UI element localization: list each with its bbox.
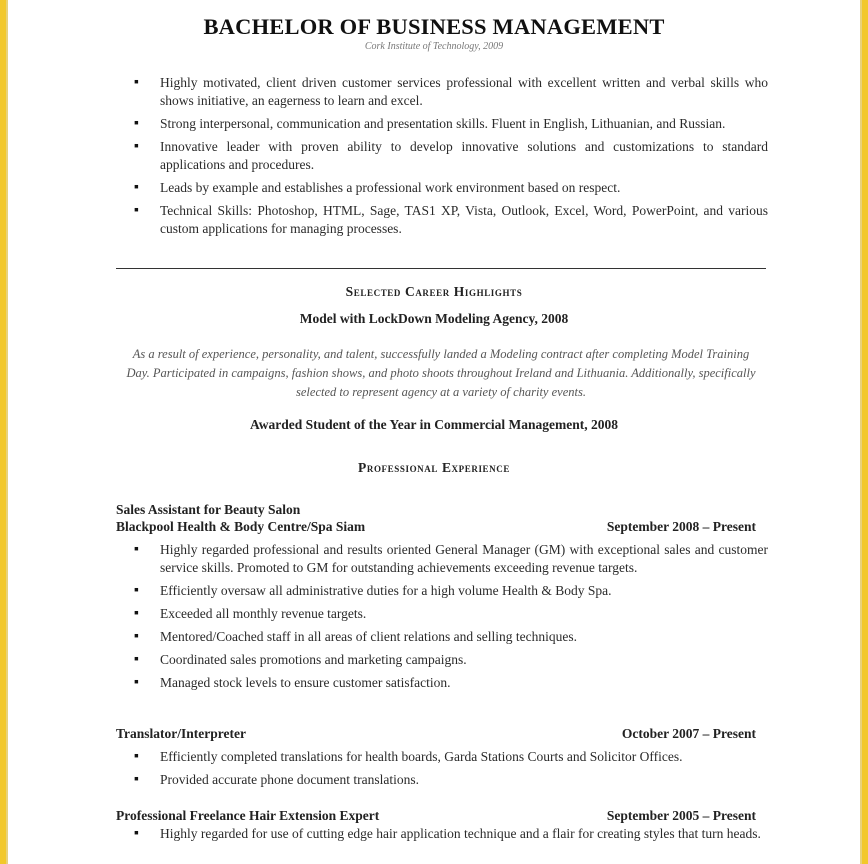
professional-experience-heading: Professional Experience <box>358 460 510 475</box>
job2-bullets <box>116 748 768 794</box>
summary-bullet: ▪ Highly motivated, client driven customer services professional with excellent written and verbal skills who shows initiative, an eagerness to learn and excel. <box>116 74 768 110</box>
summary-list <box>116 74 768 243</box>
degree-title: BACHELOR OF BUSINESS MANAGEMENT <box>203 14 665 39</box>
job2-dates: October 2007 – Present <box>621 726 756 741</box>
highlight-model-text: As a result of experience, personality, and talent, successfully landed a Modeling contract after completing Model Training Day. Participated in campaigns, fashion shows, and photo shoots throughout Ireland and Lithuania. Additionally, specifically selected to represent agency at a variety of charity events. <box>126 347 756 399</box>
job3-role: Professional Freelance Hair Extension Expert <box>116 808 380 823</box>
job1-dates: September 2008 – Present <box>606 519 756 534</box>
summary-bullet: ▪ Innovative leader with proven ability to develop innovative solutions and customizations to standard applications and procedures. <box>116 138 768 174</box>
resume-page <box>6 0 862 864</box>
job1-bullet: ▪ Efficiently oversaw all administrative duties for a high volume Health & Body Spa. <box>116 582 768 600</box>
job1-bullet: ▪ Highly regarded professional and results oriented General Manager (GM) with exceptional sales and customer service skills. Promoted to GM for outstanding achievements exceeding revenue targets. <box>116 541 768 577</box>
job1-bullet: ▪ Coordinated sales promotions and marketing campaigns. <box>116 651 768 669</box>
summary-bullet: ▪ Leads by example and establishes a professional work environment based on respect. <box>116 179 768 197</box>
highlight-model-title: Model with LockDown Modeling Agency, 2008 <box>299 311 569 326</box>
highlight-award-title: Awarded Student of the Year in Commercial Management, 2008 <box>249 417 619 432</box>
job1-bullet: ▪ Managed stock levels to ensure customer satisfaction. <box>116 674 768 692</box>
job2-bullet: ▪ Provided accurate phone document translations. <box>116 771 768 789</box>
summary-bullet: ▪ Technical Skills: Photoshop, HTML, Sage, TAS1 XP, Vista, Outlook, Excel, Word, PowerPoint, and various custom applications for managing processes. <box>116 202 768 238</box>
job1-bullets <box>116 541 768 697</box>
degree-subtitle: Cork Institute of Technology, 2009 <box>364 41 504 52</box>
job3-bullets <box>116 825 768 843</box>
job1-employer: Blackpool Health & Body Centre/Spa Siam <box>116 519 366 534</box>
section-divider <box>116 268 766 269</box>
job1-role: Sales Assistant for Beauty Salon <box>116 502 301 517</box>
job1-bullet: ▪ Exceeded all monthly revenue targets. <box>116 605 768 623</box>
job2-bullet: ▪ Efficiently completed translations for health boards, Garda Stations Courts and Solicitor Offices. <box>116 748 768 766</box>
job2-role: Translator/Interpreter <box>116 726 246 741</box>
job3-dates: September 2005 – Present <box>606 808 756 823</box>
job3-bullet: ▪ Highly regarded for use of cutting edge hair application technique and a flair for creating styles that turn heads. <box>116 825 768 843</box>
career-highlights-heading: Selected Career Highlights <box>345 284 523 299</box>
job1-bullet: ▪ Mentored/Coached staff in all areas of client relations and selling techniques. <box>116 628 768 646</box>
summary-bullet: ▪ Strong interpersonal, communication and presentation skills. Fluent in English, Lithuanian, and Russian. <box>116 115 768 133</box>
